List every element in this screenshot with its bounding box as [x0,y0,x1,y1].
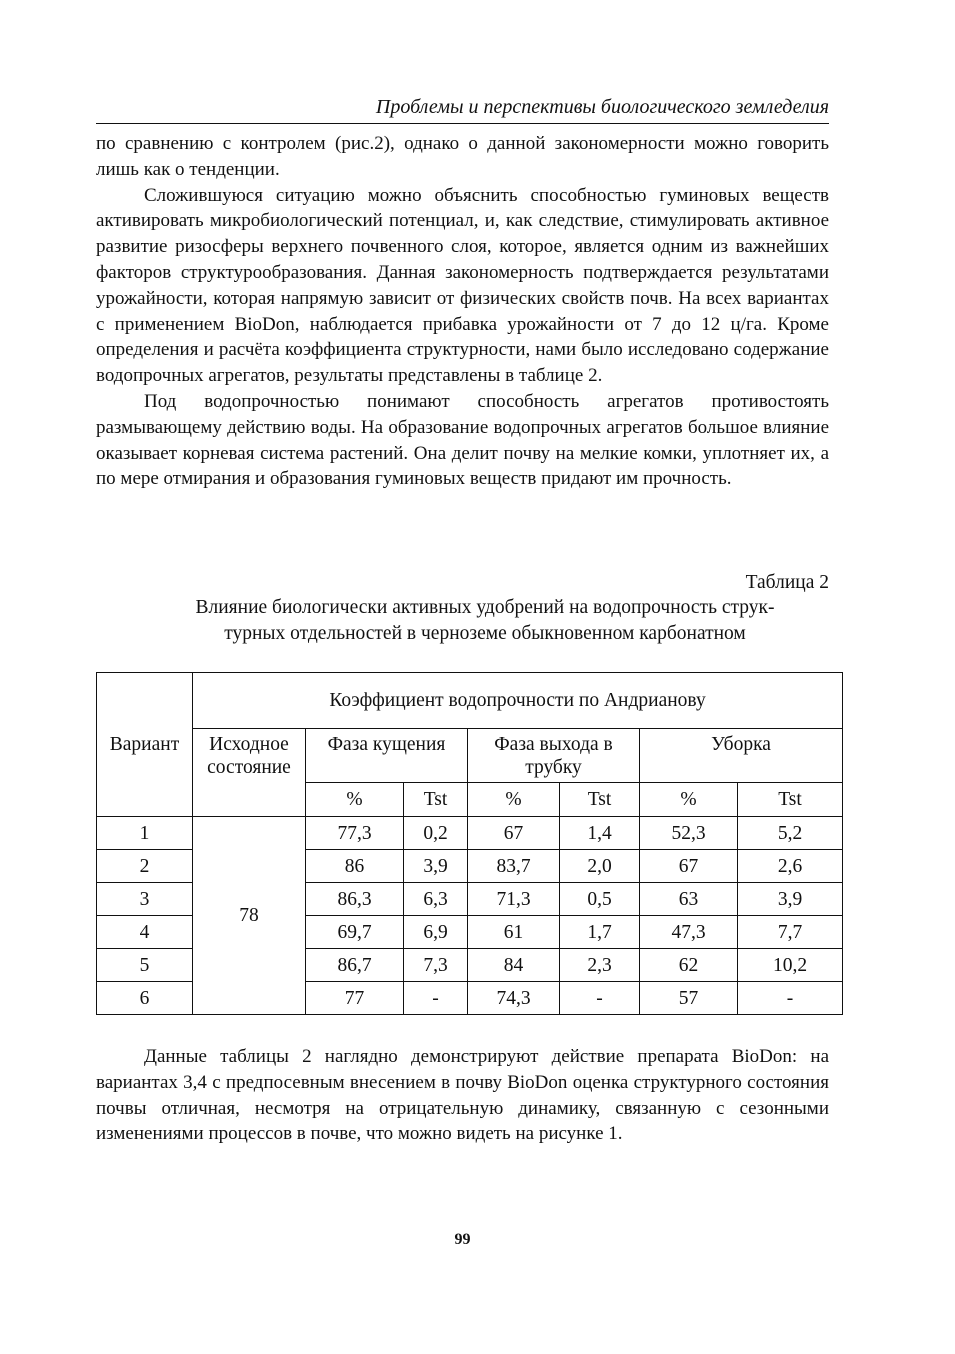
paragraph-1: по сравнению с контролем (рис.2), однако о данной закономерности можно говорить лишь как о тенденции. [96,133,829,180]
running-header: Проблемы и перспективы биологического земледелия [375,96,829,118]
cell-boot-pct: 83,7 [468,850,560,883]
col-header-harvest: Уборка [640,729,843,783]
cell-variant: 2 [97,850,193,883]
subheader-pct: % [306,783,404,817]
cell-boot-tst: 0,5 [560,883,640,916]
cell-boot-tst: - [560,982,640,1015]
cell-variant: 5 [97,949,193,982]
cell-boot-pct: 74,3 [468,982,560,1015]
cell-boot-tst: 2,0 [560,850,640,883]
cell-variant: 1 [97,817,193,850]
cell-variant: 4 [97,916,193,949]
cell-boot-pct: 71,3 [468,883,560,916]
table-caption: Таблица 2 [745,572,829,593]
cell-harv-tst: 7,7 [738,916,843,949]
table-title-line-2: турных отдельностей в черноземе обыкновенном карбонатном [224,623,746,644]
cell-till-pct: 69,7 [306,916,404,949]
cell-harv-pct: 67 [640,850,738,883]
body-text-top [96,131,829,492]
cell-variant: 3 [97,883,193,916]
cell-harv-tst: 5,2 [738,817,843,850]
page-number: 99 [454,1231,471,1248]
paragraph-3: Под водопрочностью понимают способность агрегатов противостоять размывающему действию воды. На образование водопрочных агрегатов большое влияние оказывает корневая система растений. Она делит почву на мелкие комки, уплотняет их, а по мере отмирания и образования гуминовых веществ придают им прочность. [96,390,829,490]
col-header-initial: Исходное состояние [193,729,306,817]
body-text-bottom [96,1044,829,1147]
cell-harv-tst: 2,6 [738,850,843,883]
subheader-tst: Tst [404,783,468,817]
paragraph-2: Сложившуюся ситуацию можно объяснить способностью гуминовых веществ активировать микробиологический потенциал, и, как следствие, стимулировать активное развитие ризосферы верхнего почвенного слоя, которое, является одним из важнейших факторов структурообразования. Данная закономерность подтверждается результатами урожайности, которая напрямую зависит от физических свойств почв. На всех вариантах с применением BioDon, наблюдается прибавка урожайности от 7 до 12 ц/га. Кроме определения и расчёта коэффициента структурности, нами было исследовано содержание водопрочных агрегатов, результаты представлены в таблице 2. [96,184,829,387]
cell-boot-pct: 84 [468,949,560,982]
subheader-tst: Tst [560,783,640,817]
cell-harv-tst: - [738,982,843,1015]
water-stability-table [96,672,843,1015]
cell-till-tst: - [404,982,468,1015]
cell-till-tst: 6,9 [404,916,468,949]
header-rule [96,123,829,124]
cell-boot-pct: 61 [468,916,560,949]
cell-initial-value: 78 [193,817,306,1015]
cell-till-pct: 86 [306,850,404,883]
cell-till-pct: 77 [306,982,404,1015]
cell-till-pct: 86,3 [306,883,404,916]
table-title [140,595,830,647]
cell-variant: 6 [97,982,193,1015]
cell-boot-tst: 1,4 [560,817,640,850]
cell-till-pct: 77,3 [306,817,404,850]
col-header-variant: Вариант [97,673,193,817]
cell-harv-tst: 10,2 [738,949,843,982]
col-header-tillering: Фаза кущения [306,729,468,783]
cell-harv-pct: 47,3 [640,916,738,949]
table-row [97,817,843,850]
cell-harv-tst: 3,9 [738,883,843,916]
subheader-pct: % [640,783,738,817]
cell-boot-pct: 67 [468,817,560,850]
cell-harv-pct: 52,3 [640,817,738,850]
subheader-pct: % [468,783,560,817]
cell-till-tst: 6,3 [404,883,468,916]
cell-boot-tst: 2,3 [560,949,640,982]
table-title-line-1: Влияние биологически активных удобрений на водопрочность струк- [195,597,775,618]
group-header: Коэффициент водопрочности по Андрианову [193,673,843,729]
cell-boot-tst: 1,7 [560,916,640,949]
cell-harv-pct: 63 [640,883,738,916]
col-header-booting: Фаза выхода в трубку [468,729,640,783]
cell-harv-pct: 62 [640,949,738,982]
cell-till-tst: 7,3 [404,949,468,982]
paragraph-4: Данные таблицы 2 наглядно демонстрируют действие препарата BioDon: на вариантах 3,4 с предпосевным внесением в почву BioDon оценка структурного состояния почвы отличная, несмотря на отрицательную динамику, связанную с сезонными изменениями процессов в почве, что можно видеть на рисунке 1. [96,1046,829,1145]
cell-till-tst: 3,9 [404,850,468,883]
cell-harv-pct: 57 [640,982,738,1015]
cell-till-tst: 0,2 [404,817,468,850]
subheader-tst: Tst [738,783,843,817]
cell-till-pct: 86,7 [306,949,404,982]
